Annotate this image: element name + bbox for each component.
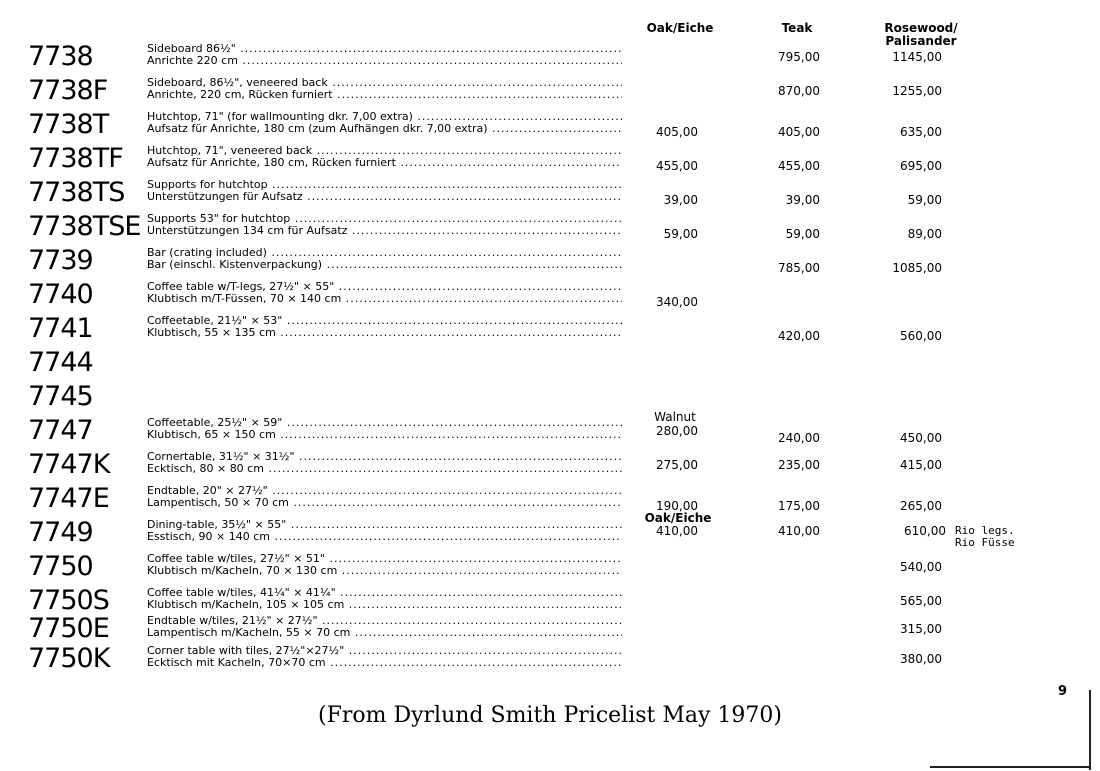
description-english: Hutchtop, 71", veneered back ..... <box>147 145 622 157</box>
price-teak: 39,00 <box>785 193 820 207</box>
price-rosewood: 265,00 <box>900 499 942 513</box>
price-teak: 59,00 <box>785 227 820 241</box>
scan-edge-bottom <box>930 766 1090 768</box>
description-german: Ecktisch mit Kacheln, 70×70 cm ..... <box>147 657 622 669</box>
description-german: Klubtisch m/Kacheln, 70 × 130 cm ..... <box>147 565 622 577</box>
price-rosewood: 610,00 <box>904 524 946 538</box>
model-number: 7741 <box>28 313 93 344</box>
price-teak: 240,00 <box>778 431 820 445</box>
model-number: 7739 <box>28 245 93 276</box>
table-row <box>0 210 1100 244</box>
table-row <box>0 550 1100 584</box>
description <box>147 587 622 611</box>
model-number: 7738F <box>28 75 108 106</box>
description <box>147 451 622 475</box>
price-rosewood: 59,00 <box>907 193 942 207</box>
description <box>147 485 622 509</box>
description-english: Coffeetable, 25½" × 59" ..... <box>147 417 622 429</box>
model-number: 7738TF <box>28 143 123 174</box>
description <box>147 519 622 543</box>
price-rosewood: 89,00 <box>907 227 942 241</box>
description <box>147 111 622 135</box>
page-number: 9 <box>1058 684 1068 699</box>
price-oak: 410,00 <box>656 524 698 538</box>
model-number: 7747 <box>28 415 93 446</box>
description-german: Klubtisch, 55 × 135 cm ..... <box>147 327 622 339</box>
description-english: Supports 53" for hutchtop ..... <box>147 213 622 225</box>
price-oak: 59,00 <box>663 227 698 241</box>
column-header-oak: Oak/Eiche <box>646 21 714 35</box>
table-row <box>0 511 1100 550</box>
price-oak: 405,00 <box>656 125 698 139</box>
description-english: Bar (crating included) ..... <box>147 247 622 259</box>
model-number: 7738TS <box>28 177 125 208</box>
price-oak: 455,00 <box>656 159 698 173</box>
model-number: 7750E <box>28 613 109 644</box>
model-number: 7749 <box>28 517 93 548</box>
description <box>147 615 622 639</box>
price-rosewood: 450,00 <box>900 431 942 445</box>
table-row <box>0 176 1100 210</box>
price-rosewood: 415,00 <box>900 458 942 472</box>
column-header-rosewood-line2: Palisander <box>885 34 957 48</box>
description <box>147 553 622 577</box>
price-oak: 39,00 <box>663 193 698 207</box>
description-german: Klubtisch m/Kacheln, 105 × 105 cm ..... <box>147 599 622 611</box>
description-german: Anrichte 220 cm ..... <box>147 55 622 67</box>
model-number: 7738 <box>28 41 93 72</box>
description <box>147 145 622 169</box>
description-german: Anrichte, 220 cm, Rücken furniert ..... <box>147 89 622 101</box>
description-german: Lampentisch, 50 × 70 cm ..... <box>147 497 622 509</box>
model-number: 7747K <box>28 449 110 480</box>
description-german: Klubtisch m/T-Füssen, 70 × 140 cm ..... <box>147 293 622 305</box>
description-english: Dining-table, 35½" × 55" ..... <box>147 519 622 531</box>
description <box>147 43 622 67</box>
model-number: 7750K <box>28 643 110 674</box>
price-teak: 405,00 <box>778 125 820 139</box>
price-oak: 280,00 <box>656 424 698 438</box>
table-row <box>0 448 1100 482</box>
description-english: Corner table with tiles, 27½"×27½" ..... <box>147 645 622 657</box>
description-english: Hutchtop, 71" (for wallmounting dkr. 7,00 extra) ..... <box>147 111 622 123</box>
table-row <box>0 642 1100 676</box>
description <box>147 179 622 203</box>
price-rosewood: 560,00 <box>900 329 942 343</box>
description <box>147 247 622 271</box>
price-rosewood: 380,00 <box>900 652 942 666</box>
wood-label-walnut: Walnut <box>654 410 696 424</box>
table-row <box>0 244 1100 278</box>
model-number: 7738TSE <box>28 211 141 242</box>
table-row <box>0 410 1100 448</box>
description <box>147 213 622 237</box>
table-row <box>0 74 1100 108</box>
description-english: Endtable w/tiles, 21½" × 27½" ..... <box>147 615 622 627</box>
description-german: Klubtisch, 65 × 150 cm ..... <box>147 429 622 441</box>
source-caption: (From Dyrlund Smith Pricelist May 1970) <box>318 703 782 728</box>
description-english: Endtable, 20" × 27½" ..... <box>147 485 622 497</box>
model-number: 7750S <box>28 585 109 616</box>
description-german: Aufsatz für Anrichte, 180 cm (zum Aufhängen dkr. 7,00 extra) ..... <box>147 123 622 135</box>
description-german: Esstisch, 90 × 140 cm ..... <box>147 531 622 543</box>
table-row <box>0 346 1100 380</box>
price-teak: 410,00 <box>778 524 820 538</box>
model-number: 7750 <box>28 551 93 582</box>
price-oak: 340,00 <box>656 295 698 309</box>
price-teak: 420,00 <box>778 329 820 343</box>
price-teak: 175,00 <box>778 499 820 513</box>
model-number: 7744 <box>28 347 93 378</box>
description-german: Lampentisch m/Kacheln, 55 × 70 cm ..... <box>147 627 622 639</box>
description-german: Ecktisch, 80 × 80 cm ..... <box>147 463 622 475</box>
table-row <box>0 482 1100 516</box>
table-row <box>0 612 1100 646</box>
price-rosewood: 315,00 <box>900 622 942 636</box>
price-teak: 870,00 <box>778 84 820 98</box>
price-teak: 455,00 <box>778 159 820 173</box>
note-german: Rio Füsse <box>955 536 1015 549</box>
description-english: Sideboard, 86½", veneered back ..... <box>147 77 622 89</box>
model-number: 7738T <box>28 109 109 140</box>
model-number: 7747E <box>28 483 109 514</box>
model-number: 7745 <box>28 381 93 412</box>
wood-label-oak: Oak/Eiche <box>644 511 712 525</box>
description-english: Coffee table w/tiles, 27½" × 51" ..... <box>147 553 622 565</box>
table-row <box>0 108 1100 142</box>
price-rosewood: 1145,00 <box>892 50 942 64</box>
table-row <box>0 40 1100 74</box>
description-english: Supports for hutchtop ..... <box>147 179 622 191</box>
price-rosewood: 565,00 <box>900 594 942 608</box>
price-rosewood: 695,00 <box>900 159 942 173</box>
description-english: Coffee table w/tiles, 41¼" × 41¼" ..... <box>147 587 622 599</box>
description-german: Aufsatz für Anrichte, 180 cm, Rücken furniert ..... <box>147 157 622 169</box>
price-teak: 235,00 <box>778 458 820 472</box>
description-english: Cornertable, 31½" × 31½" ..... <box>147 451 622 463</box>
table-row <box>0 380 1100 414</box>
price-oak: 275,00 <box>656 458 698 472</box>
price-rosewood: 635,00 <box>900 125 942 139</box>
price-rosewood: 1255,00 <box>892 84 942 98</box>
column-header-rosewood-line1: Rosewood/ <box>884 21 958 35</box>
description-english: Coffee table w/T-legs, 27½" × 55" ..... <box>147 281 622 293</box>
description-german: Unterstützungen 134 cm für Aufsatz ..... <box>147 225 622 237</box>
description <box>147 315 622 339</box>
scan-edge-right <box>1089 690 1091 770</box>
description-german: Unterstützungen für Aufsatz ..... <box>147 191 622 203</box>
table-row <box>0 278 1100 312</box>
price-oak: 190,00 <box>656 499 698 513</box>
note-english: Rio legs. <box>955 524 1015 537</box>
model-number: 7740 <box>28 279 93 310</box>
price-teak: 785,00 <box>778 261 820 275</box>
description <box>147 77 622 101</box>
description <box>147 281 622 305</box>
description-german: Bar (einschl. Kistenverpackung) ..... <box>147 259 622 271</box>
price-rosewood: 1085,00 <box>892 261 942 275</box>
price-teak: 795,00 <box>778 50 820 64</box>
description-english: Sideboard 86½" ..... <box>147 43 622 55</box>
rio-legs-note <box>955 525 1015 549</box>
table-row <box>0 142 1100 176</box>
description <box>147 645 622 669</box>
table-row <box>0 312 1100 346</box>
description-english: Coffeetable, 21½" × 53" ..... <box>147 315 622 327</box>
price-rosewood: 540,00 <box>900 560 942 574</box>
description <box>147 417 622 441</box>
column-header-teak: Teak <box>781 21 813 35</box>
